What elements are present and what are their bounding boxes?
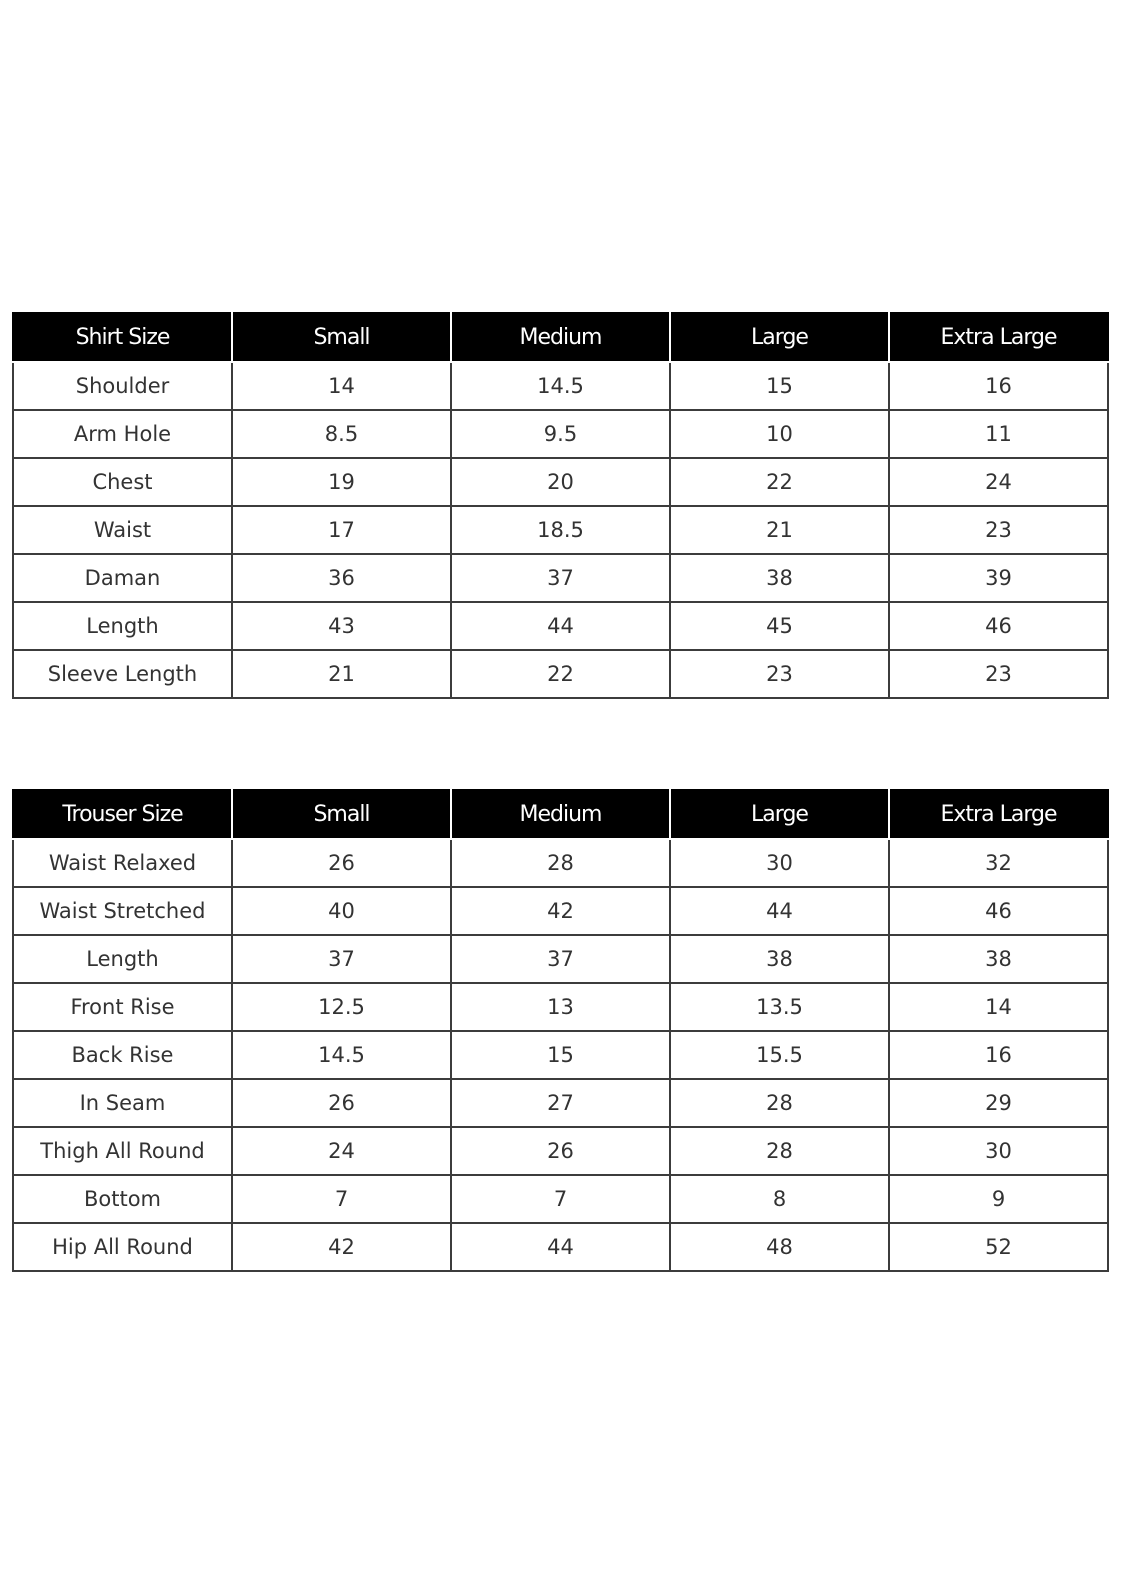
cell-large: 10 [670, 410, 889, 458]
cell-large: 21 [670, 506, 889, 554]
cell-extra-large: 9 [889, 1175, 1108, 1223]
table-row [13, 410, 1108, 458]
table-row [13, 1127, 1108, 1175]
cell-medium: 37 [451, 935, 670, 983]
trouser-header-row [13, 790, 1108, 839]
row-label: Arm Hole [13, 410, 232, 458]
cell-small: 42 [232, 1223, 451, 1271]
cell-large: 38 [670, 935, 889, 983]
row-label: Daman [13, 554, 232, 602]
cell-extra-large: 23 [889, 506, 1108, 554]
table-row [13, 1031, 1108, 1079]
cell-large: 15 [670, 362, 889, 410]
trouser-header-size: Trouser Size [13, 790, 232, 839]
cell-large: 44 [670, 887, 889, 935]
row-label: Front Rise [13, 983, 232, 1031]
cell-extra-large: 14 [889, 983, 1108, 1031]
cell-large: 8 [670, 1175, 889, 1223]
table-row [13, 983, 1108, 1031]
row-label: In Seam [13, 1079, 232, 1127]
shirt-size-table [12, 312, 1109, 699]
cell-medium: 26 [451, 1127, 670, 1175]
cell-extra-large: 46 [889, 887, 1108, 935]
row-label: Sleeve Length [13, 650, 232, 698]
row-label: Back Rise [13, 1031, 232, 1079]
cell-medium: 14.5 [451, 362, 670, 410]
cell-medium: 42 [451, 887, 670, 935]
cell-small: 17 [232, 506, 451, 554]
shirt-header-small: Small [232, 313, 451, 362]
cell-medium: 22 [451, 650, 670, 698]
table-row [13, 887, 1108, 935]
cell-extra-large: 38 [889, 935, 1108, 983]
cell-large: 22 [670, 458, 889, 506]
table-row [13, 1223, 1108, 1271]
cell-medium: 44 [451, 1223, 670, 1271]
cell-large: 28 [670, 1127, 889, 1175]
row-label: Waist [13, 506, 232, 554]
cell-medium: 20 [451, 458, 670, 506]
cell-small: 14.5 [232, 1031, 451, 1079]
trouser-size-table [12, 789, 1109, 1272]
cell-medium: 44 [451, 602, 670, 650]
cell-large: 45 [670, 602, 889, 650]
cell-extra-large: 23 [889, 650, 1108, 698]
shirt-header-medium: Medium [451, 313, 670, 362]
cell-small: 40 [232, 887, 451, 935]
cell-small: 8.5 [232, 410, 451, 458]
cell-extra-large: 24 [889, 458, 1108, 506]
cell-extra-large: 11 [889, 410, 1108, 458]
row-label: Length [13, 602, 232, 650]
cell-small: 12.5 [232, 983, 451, 1031]
row-label: Waist Relaxed [13, 839, 232, 887]
trouser-header-small: Small [232, 790, 451, 839]
cell-extra-large: 16 [889, 362, 1108, 410]
trouser-header-extra-large: Extra Large [889, 790, 1108, 839]
row-label: Thigh All Round [13, 1127, 232, 1175]
cell-small: 26 [232, 839, 451, 887]
cell-medium: 37 [451, 554, 670, 602]
shirt-header-size: Shirt Size [13, 313, 232, 362]
cell-large: 15.5 [670, 1031, 889, 1079]
cell-small: 43 [232, 602, 451, 650]
cell-small: 37 [232, 935, 451, 983]
cell-small: 7 [232, 1175, 451, 1223]
cell-extra-large: 29 [889, 1079, 1108, 1127]
cell-small: 19 [232, 458, 451, 506]
table-row [13, 935, 1108, 983]
cell-medium: 7 [451, 1175, 670, 1223]
cell-medium: 13 [451, 983, 670, 1031]
cell-extra-large: 52 [889, 1223, 1108, 1271]
table-row [13, 458, 1108, 506]
cell-extra-large: 46 [889, 602, 1108, 650]
cell-large: 23 [670, 650, 889, 698]
cell-large: 30 [670, 839, 889, 887]
table-row [13, 839, 1108, 887]
table-row [13, 362, 1108, 410]
cell-small: 36 [232, 554, 451, 602]
shirt-header-row [13, 313, 1108, 362]
cell-large: 48 [670, 1223, 889, 1271]
cell-small: 21 [232, 650, 451, 698]
cell-extra-large: 30 [889, 1127, 1108, 1175]
row-label: Length [13, 935, 232, 983]
shirt-header-extra-large: Extra Large [889, 313, 1108, 362]
cell-medium: 15 [451, 1031, 670, 1079]
table-row [13, 1079, 1108, 1127]
cell-medium: 18.5 [451, 506, 670, 554]
cell-extra-large: 16 [889, 1031, 1108, 1079]
cell-medium: 9.5 [451, 410, 670, 458]
row-label: Hip All Round [13, 1223, 232, 1271]
row-label: Bottom [13, 1175, 232, 1223]
cell-small: 24 [232, 1127, 451, 1175]
table-row [13, 1175, 1108, 1223]
trouser-header-medium: Medium [451, 790, 670, 839]
cell-medium: 28 [451, 839, 670, 887]
cell-large: 28 [670, 1079, 889, 1127]
row-label: Shoulder [13, 362, 232, 410]
table-row [13, 554, 1108, 602]
table-row [13, 650, 1108, 698]
cell-large: 13.5 [670, 983, 889, 1031]
row-label: Waist Stretched [13, 887, 232, 935]
table-row [13, 506, 1108, 554]
row-label: Chest [13, 458, 232, 506]
table-row [13, 602, 1108, 650]
cell-extra-large: 32 [889, 839, 1108, 887]
shirt-header-large: Large [670, 313, 889, 362]
cell-small: 14 [232, 362, 451, 410]
cell-extra-large: 39 [889, 554, 1108, 602]
cell-small: 26 [232, 1079, 451, 1127]
cell-large: 38 [670, 554, 889, 602]
cell-medium: 27 [451, 1079, 670, 1127]
trouser-header-large: Large [670, 790, 889, 839]
